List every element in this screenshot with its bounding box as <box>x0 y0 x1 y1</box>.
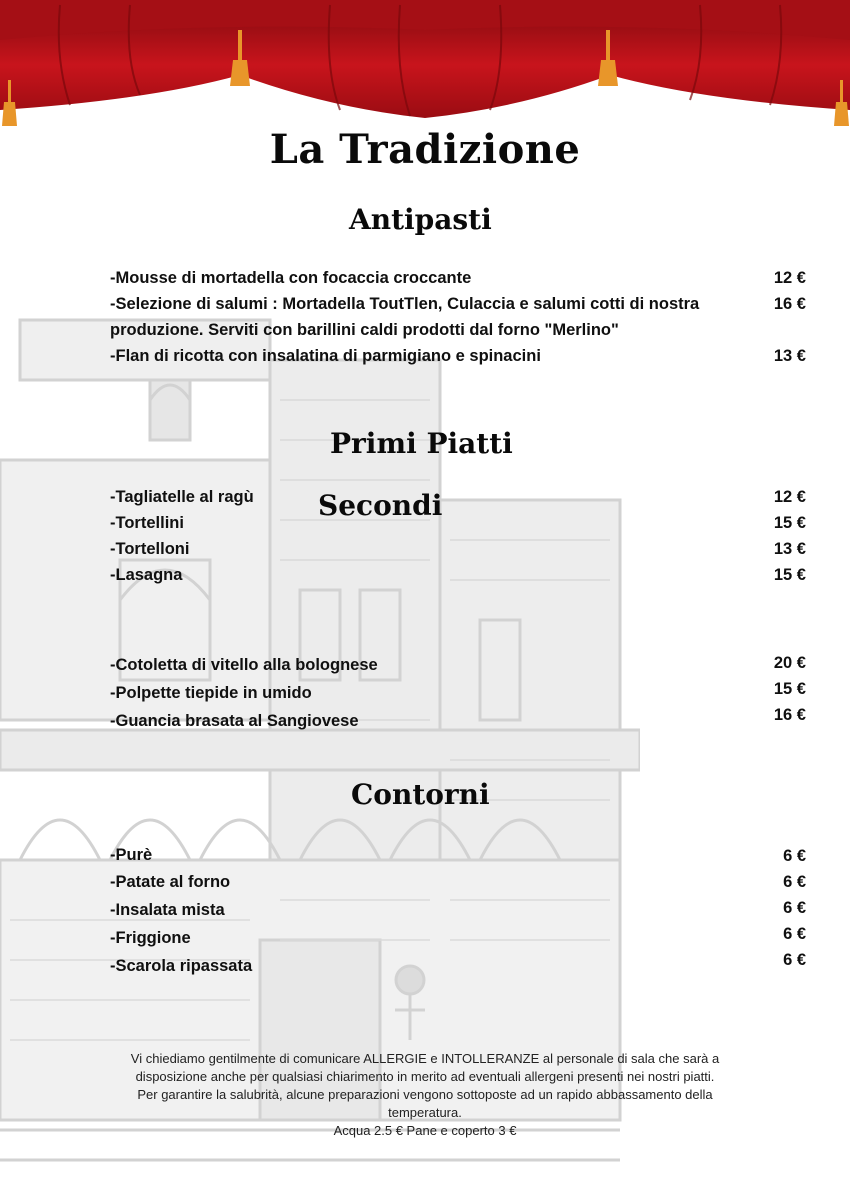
menu-item-price: 12 € <box>773 488 806 506</box>
menu-item-price: 6 € <box>783 873 806 891</box>
menu-item: -Tagliatelle al ragù <box>110 488 254 506</box>
menu-item-price: 15 € <box>773 680 806 698</box>
menu-item: -Mousse di mortadella con focaccia croccante <box>110 269 472 287</box>
section-heading-secondi: Secondi <box>318 489 443 522</box>
menu-item: -Friggione <box>110 929 191 947</box>
menu-item-price: 16 € <box>773 706 806 724</box>
menu-item: -Guancia brasata al Sangiovese <box>110 712 359 730</box>
menu-item: -Lasagna <box>110 566 183 584</box>
menu-title: La Tradizione <box>269 126 581 173</box>
menu-item: -Scarola ripassata <box>110 957 253 975</box>
menu-item-price: 6 € <box>783 951 806 969</box>
section-heading-contorni: Contorni <box>351 778 490 811</box>
section-heading-primi: Primi Piatti <box>330 427 513 460</box>
section-heading-antipasti: Antipasti <box>349 203 492 236</box>
menu-item-price: 6 € <box>783 847 806 865</box>
allergen-notice-text: Vi chiediamo gentilmente di comunicare ALLERGIE e INTOLLERANZE al personale di sala che sarà a disposizione anche per qualsiasi chiarimento in merito ad eventuali allergeni presenti nei nostri piatti. <box>130 1051 720 1084</box>
menu-item-price: 15 € <box>773 514 806 532</box>
water-bread-cover-prices: Acqua 2.5 € Pane e coperto 3 € <box>333 1123 517 1138</box>
menu-item: -Flan di ricotta con insalatina di parmigiano e spinacini <box>110 347 541 365</box>
allergen-notice <box>100 1050 750 1140</box>
menu-item: -Cotoletta di vitello alla bolognese <box>110 656 378 674</box>
menu-item-price: 6 € <box>783 925 806 943</box>
menu-item: -Insalata mista <box>110 901 225 919</box>
theatre-curtain <box>0 0 850 130</box>
temperature-notice-text: Per garantire la salubrità, alcune preparazioni vengono sottoposte ad un rapido abbassamento della temperatura. <box>137 1087 713 1120</box>
menu-item-price: 6 € <box>783 899 806 917</box>
menu-item: -Tortellini <box>110 514 184 532</box>
menu-item: -Purè <box>110 846 153 864</box>
menu-item-price: 20 € <box>773 654 806 672</box>
menu-item-price: 16 € <box>773 295 806 313</box>
menu-item: -Polpette tiepide in umido <box>110 684 312 702</box>
menu-item-price: 13 € <box>773 347 806 365</box>
menu-item-price: 13 € <box>773 540 806 558</box>
menu-item: -Patate al forno <box>110 873 231 891</box>
menu-item-price: 15 € <box>773 566 806 584</box>
menu-item: -Tortelloni <box>110 540 190 558</box>
menu-item-price: 12 € <box>773 269 806 287</box>
menu-item: -Selezione di salumi : Mortadella ToutTlen, Culaccia e salumi cotti di nostra produzione. Serviti con barillini caldi prodotti dal forno "Merlino" <box>110 295 700 339</box>
